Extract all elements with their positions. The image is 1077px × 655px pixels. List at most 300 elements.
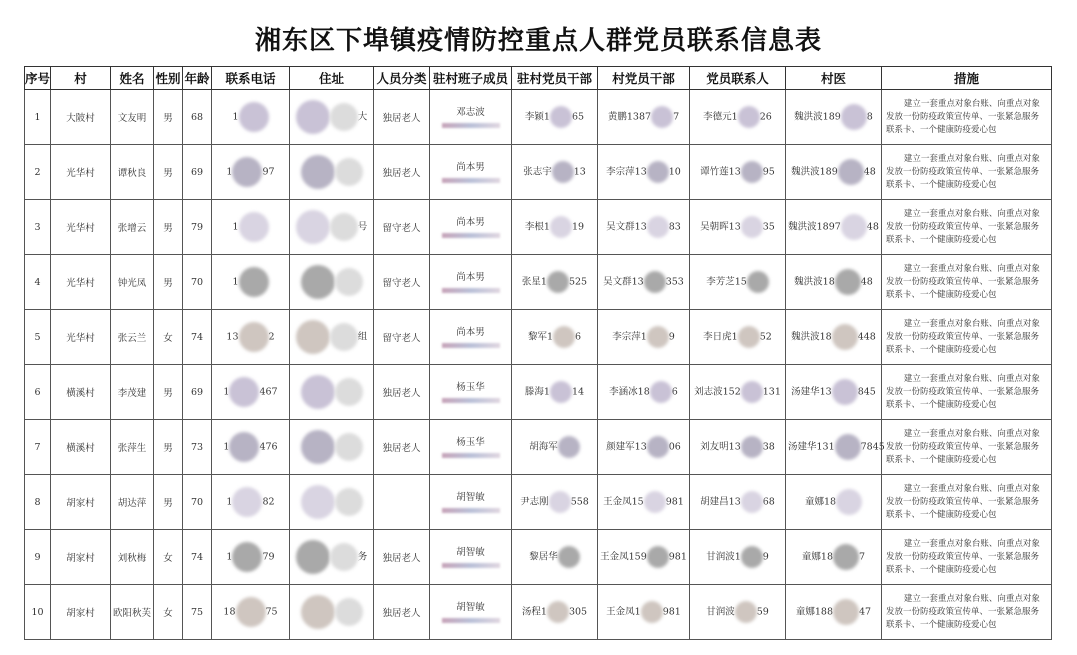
phone-suffix: 79 <box>262 551 275 563</box>
redaction-mark <box>335 378 363 406</box>
village-doctor-cell <box>786 145 882 200</box>
party-contact-cell-name: 李日虎1 <box>703 331 738 343</box>
measures-cell <box>882 365 1052 420</box>
village-party-cadre-cell-name: 黎居华 <box>529 551 558 563</box>
redaction-mark <box>558 546 580 568</box>
redaction-mark <box>647 436 669 458</box>
age-cell <box>183 585 212 640</box>
phone-suffix: 82 <box>262 496 275 508</box>
measures-cell <box>882 255 1052 310</box>
village-party-cadre-cell <box>512 365 598 420</box>
village-cell <box>51 200 111 255</box>
category-cell <box>374 200 430 255</box>
phone-cell <box>212 200 290 255</box>
row-number <box>25 365 51 420</box>
row-number-text: 8 <box>34 496 41 508</box>
row-number <box>25 145 51 200</box>
phone-prefix: 1 <box>232 221 239 233</box>
village-cadre-cell-name: 颜建军13 <box>606 441 647 453</box>
party-contact-cell <box>690 475 786 530</box>
redaction-mark <box>232 157 262 187</box>
sex-cell <box>154 585 183 640</box>
village-doctor-cell-suffix: 47 <box>859 606 872 618</box>
redaction-mark <box>547 601 569 623</box>
age-cell <box>183 365 212 420</box>
table-row <box>25 255 1052 310</box>
village-doctor-cell-name: 魏洪波189 <box>791 166 838 178</box>
redaction-mark <box>835 434 861 460</box>
village-cadre-cell-name: 黄鹏1387 <box>607 111 652 123</box>
age-cell-text: 79 <box>190 221 204 233</box>
village-party-cadre-cell-name: 张志宇 <box>523 166 552 178</box>
row-number <box>25 90 51 145</box>
column-header: 村医 <box>786 67 882 90</box>
redaction-mark <box>650 381 672 403</box>
sex-cell-text: 男 <box>163 498 173 509</box>
village-cadre-cell-suffix: 9 <box>668 331 675 343</box>
row-number-text: 2 <box>34 166 41 178</box>
party-contact-cell-suffix: 68 <box>762 496 775 508</box>
village-cadre-cell-suffix: 981 <box>668 551 687 563</box>
redaction-mark <box>442 563 500 568</box>
redaction-mark <box>550 216 572 238</box>
party-contact-cell-suffix: 95 <box>762 166 775 178</box>
redaction-mark <box>836 489 862 515</box>
village-doctor-cell-name: 魏洪波1897 <box>788 221 841 233</box>
village-party-cadre-cell-name: 李根1 <box>524 221 550 233</box>
village-doctor-cell-name: 汤建华13 <box>791 386 832 398</box>
name-cell <box>111 145 154 200</box>
village-cell <box>51 310 111 365</box>
column-header: 姓名 <box>111 67 154 90</box>
redaction-mark <box>239 267 269 297</box>
village-cell <box>51 420 111 475</box>
age-cell-text: 74 <box>190 551 204 563</box>
redaction-mark <box>552 161 574 183</box>
redaction-mark <box>644 271 666 293</box>
village-party-cadre-cell-suffix: 558 <box>570 496 589 508</box>
village-cadre-cell-name: 王金凤159 <box>600 551 647 563</box>
table-row <box>25 585 1052 640</box>
team-member-cell <box>430 365 512 420</box>
sex-cell <box>154 475 183 530</box>
redaction-mark <box>296 210 330 244</box>
village-cell <box>51 530 111 585</box>
village-doctor-cell-suffix: 845 <box>857 386 876 398</box>
redaction-mark <box>330 103 358 131</box>
village-cadre-cell-name: 吴文群13 <box>606 221 647 233</box>
sex-cell-text: 男 <box>163 443 173 454</box>
category-text: 独居老人 <box>382 113 421 124</box>
name-cell-text: 李茂建 <box>117 388 147 399</box>
village-cadre-cell-name: 李涵冰18 <box>609 386 650 398</box>
category-text: 独居老人 <box>382 443 421 454</box>
age-cell-text: 70 <box>190 496 204 508</box>
village-party-cadre-cell-name: 黎军1 <box>527 331 553 343</box>
address-cell <box>290 255 374 310</box>
name-cell-text: 文友明 <box>117 113 147 124</box>
measures-cell <box>882 200 1052 255</box>
village-party-cadre-cell-name: 胡海军 <box>529 441 558 453</box>
redaction-mark <box>301 485 335 519</box>
team-member-name: 杨玉华 <box>456 382 485 393</box>
redaction-mark <box>442 398 500 403</box>
village-cadre-cell-name: 李宗萍13 <box>606 166 647 178</box>
sex-cell-text: 男 <box>163 388 173 399</box>
village-party-cadre-cell-suffix: 305 <box>568 606 588 618</box>
phone-prefix: 13 <box>226 331 239 343</box>
redaction-mark <box>229 377 259 407</box>
party-contact-cell-suffix: 38 <box>762 441 775 453</box>
redaction-mark <box>301 430 335 464</box>
redaction-mark <box>335 433 363 461</box>
redaction-mark <box>833 544 859 570</box>
redaction-mark <box>547 271 569 293</box>
category-text: 独居老人 <box>382 553 421 564</box>
redaction-mark <box>741 491 763 513</box>
measures-text: 建立一套重点对象台账、向重点对象发放一份防疫政策宣传单、一张紧急服务联系卡、一个健康防疫爱心包 <box>886 483 1040 520</box>
phone-prefix: 1 <box>226 496 233 508</box>
village-doctor-cell-name: 童娜18 <box>804 496 837 508</box>
party-contact-cell-name: 谭竹莲13 <box>700 166 741 178</box>
category-text: 独居老人 <box>382 168 421 179</box>
village-cadre-cell-suffix: 10 <box>668 166 681 178</box>
team-member-cell <box>430 530 512 585</box>
measures-cell <box>882 585 1052 640</box>
measures-text: 建立一套重点对象台账、向重点对象发放一份防疫政策宣传单、一张紧急服务联系卡、一个健康防疫爱心包 <box>886 538 1040 575</box>
age-cell-text: 69 <box>190 166 204 178</box>
age-cell-text: 70 <box>190 276 204 288</box>
name-cell <box>111 255 154 310</box>
column-header: 性别 <box>154 67 183 90</box>
village-cell-text: 横溪村 <box>66 388 95 399</box>
name-cell-text: 谭秋良 <box>117 168 147 179</box>
column-header: 住址 <box>290 67 374 90</box>
village-party-cadre-cell <box>512 475 598 530</box>
name-cell <box>111 90 154 145</box>
team-member-cell <box>430 90 512 145</box>
team-member-cell <box>430 145 512 200</box>
village-cadre-cell-name: 吴文群13 <box>603 276 644 288</box>
category-cell <box>374 90 430 145</box>
village-party-cadre-cell <box>512 90 598 145</box>
village-doctor-cell-suffix: 48 <box>863 166 876 178</box>
address-text: 大 <box>357 111 368 123</box>
village-party-cadre-cell-suffix: 65 <box>571 111 585 123</box>
team-member-name: 胡智敏 <box>456 492 485 503</box>
village-cadre-cell <box>598 365 690 420</box>
name-cell <box>111 585 154 640</box>
village-cadre-cell-suffix: 83 <box>668 221 681 233</box>
party-contact-cell-suffix: 131 <box>762 386 781 398</box>
sex-cell-text: 男 <box>163 113 173 124</box>
redaction-mark <box>442 233 500 238</box>
measures-text: 建立一套重点对象台账、向重点对象发放一份防疫政策宣传单、一张紧急服务联系卡、一个健康防疫爱心包 <box>886 318 1040 355</box>
column-header: 序号 <box>25 67 51 90</box>
village-cadre-cell-name: 王金凤15 <box>603 496 644 508</box>
category-cell <box>374 420 430 475</box>
village-cell <box>51 90 111 145</box>
party-contact-cell-name: 李德元1 <box>703 111 738 123</box>
redaction-mark <box>841 214 867 240</box>
age-cell <box>183 420 212 475</box>
village-cell <box>51 365 111 420</box>
redaction-mark <box>232 487 262 517</box>
name-cell-text: 张萍生 <box>117 443 147 454</box>
team-member-name: 尚本男 <box>456 272 485 283</box>
redaction-mark <box>239 212 269 242</box>
row-number-text: 4 <box>34 276 41 288</box>
redaction-mark <box>741 161 763 183</box>
table-row <box>25 200 1052 255</box>
party-contact-cell <box>690 145 786 200</box>
village-cadre-cell <box>598 255 690 310</box>
phone-prefix: 1 <box>232 276 239 288</box>
redaction-mark <box>832 324 858 350</box>
party-contact-cell-name: 刘友明13 <box>700 441 741 453</box>
phone-cell <box>212 90 290 145</box>
row-number <box>25 585 51 640</box>
village-party-cadre-cell <box>512 145 598 200</box>
contact-table <box>24 66 1052 640</box>
village-doctor-cell-suffix: 48 <box>866 221 879 233</box>
phone-prefix: 1 <box>223 441 230 453</box>
redaction-mark <box>550 381 572 403</box>
redaction-mark <box>549 491 571 513</box>
team-member-name: 尚本男 <box>456 327 485 338</box>
village-doctor-cell <box>786 255 882 310</box>
name-cell <box>111 475 154 530</box>
team-member-cell <box>430 255 512 310</box>
party-contact-cell-name: 甘润波1 <box>706 551 741 563</box>
page-title: 湘东区下埠镇疫情防控重点人群党员联系信息表 <box>254 26 822 56</box>
column-header: 驻村班子成员 <box>430 67 512 90</box>
party-contact-cell-name: 甘润波 <box>706 606 735 618</box>
category-text: 留守老人 <box>382 223 421 234</box>
party-contact-cell <box>690 200 786 255</box>
redaction-mark <box>558 436 580 458</box>
redaction-mark <box>647 546 669 568</box>
party-contact-cell <box>690 90 786 145</box>
redaction-mark <box>296 540 330 574</box>
redaction-mark <box>330 543 358 571</box>
party-contact-cell <box>690 310 786 365</box>
column-header: 驻村党员干部 <box>512 67 598 90</box>
village-cell-text: 光华村 <box>66 333 95 344</box>
village-party-cadre-cell <box>512 255 598 310</box>
village-party-cadre-cell <box>512 310 598 365</box>
measures-text: 建立一套重点对象台账、向重点对象发放一份防疫政策宣传单、一张紧急服务联系卡、一个健康防疫爱心包 <box>886 263 1040 300</box>
village-party-cadre-cell <box>512 200 598 255</box>
village-cadre-cell <box>598 530 690 585</box>
redaction-mark <box>735 601 757 623</box>
redaction-mark <box>442 508 500 513</box>
village-party-cadre-cell-suffix: 13 <box>573 166 586 178</box>
village-doctor-cell-name: 汤建华131 <box>788 441 835 453</box>
team-member-name: 邓志波 <box>456 107 485 118</box>
village-party-cadre-cell <box>512 420 598 475</box>
row-number-text: 1 <box>34 111 41 123</box>
party-contact-cell <box>690 365 786 420</box>
redaction-mark <box>841 104 867 130</box>
measures-text: 建立一套重点对象台账、向重点对象发放一份防疫政策宣传单、一张紧急服务联系卡、一个健康防疫爱心包 <box>886 208 1040 245</box>
village-party-cadre-cell-name: 汤程1 <box>521 606 547 618</box>
village-cell-text: 横溪村 <box>66 443 95 454</box>
village-party-cadre-cell <box>512 585 598 640</box>
age-cell <box>183 255 212 310</box>
redaction-mark <box>442 123 500 128</box>
row-number-text: 9 <box>34 551 41 563</box>
redaction-mark <box>335 158 363 186</box>
village-cadre-cell-suffix: 06 <box>668 441 681 453</box>
village-doctor-cell <box>786 310 882 365</box>
phone-suffix: 476 <box>259 441 278 453</box>
table-row <box>25 365 1052 420</box>
measures-text: 建立一套重点对象台账、向重点对象发放一份防疫政策宣传单、一张紧急服务联系卡、一个健康防疫爱心包 <box>886 373 1040 410</box>
age-cell <box>183 530 212 585</box>
sex-cell <box>154 530 183 585</box>
measures-cell <box>882 145 1052 200</box>
column-header: 村党员干部 <box>598 67 690 90</box>
redaction-mark <box>442 618 500 623</box>
category-text: 留守老人 <box>382 278 421 289</box>
redaction-mark <box>738 106 760 128</box>
table-row <box>25 420 1052 475</box>
redaction-mark <box>229 432 259 462</box>
redaction-mark <box>239 102 269 132</box>
address-cell <box>290 145 374 200</box>
village-cell-text: 大陂村 <box>66 113 95 124</box>
measures-cell <box>882 310 1052 365</box>
party-contact-cell <box>690 255 786 310</box>
row-number <box>25 310 51 365</box>
sex-cell-text: 女 <box>163 553 173 564</box>
team-member-name: 胡智敏 <box>456 547 485 558</box>
category-cell <box>374 310 430 365</box>
category-cell <box>374 145 430 200</box>
phone-prefix: 1 <box>223 386 230 398</box>
village-cadre-cell <box>598 420 690 475</box>
row-number-text: 3 <box>34 221 41 233</box>
village-party-cadre-cell-name: 李颖1 <box>524 111 550 123</box>
village-doctor-cell <box>786 530 882 585</box>
name-cell <box>111 530 154 585</box>
address-text: 务 <box>357 551 368 563</box>
redaction-mark <box>550 106 572 128</box>
redaction-mark <box>641 601 663 623</box>
age-cell <box>183 200 212 255</box>
redaction-mark <box>442 178 500 183</box>
party-contact-cell <box>690 530 786 585</box>
village-cadre-cell-suffix: 981 <box>662 606 681 618</box>
village-cell-text: 胡家村 <box>66 498 95 509</box>
phone-suffix: 75 <box>265 606 278 618</box>
redaction-mark <box>738 326 760 348</box>
row-number <box>25 255 51 310</box>
name-cell <box>111 310 154 365</box>
redaction-mark <box>301 595 335 629</box>
sex-cell <box>154 365 183 420</box>
redaction-mark <box>832 379 858 405</box>
village-cadre-cell <box>598 475 690 530</box>
address-cell <box>290 90 374 145</box>
village-party-cadre-cell-name: 滕海1 <box>524 386 550 398</box>
redaction-mark <box>833 599 859 625</box>
village-cell-text: 胡家村 <box>66 553 95 564</box>
village-party-cadre-cell-suffix: 525 <box>568 276 588 288</box>
village-doctor-cell-suffix: 448 <box>857 331 876 343</box>
sex-cell-text: 女 <box>163 608 173 619</box>
village-doctor-cell-name: 魏洪波18 <box>791 331 832 343</box>
village-cadre-cell <box>598 145 690 200</box>
age-cell-text: 68 <box>190 111 204 123</box>
column-header: 措施 <box>882 67 1052 90</box>
redaction-mark <box>335 268 363 296</box>
redaction-mark <box>741 216 763 238</box>
party-contact-cell-suffix: 26 <box>759 111 772 123</box>
redaction-mark <box>442 288 500 293</box>
column-header: 人员分类 <box>374 67 430 90</box>
measures-text: 建立一套重点对象台账、向重点对象发放一份防疫政策宣传单、一张紧急服务联系卡、一个健康防疫爱心包 <box>886 98 1040 135</box>
phone-suffix: 2 <box>268 331 275 343</box>
redaction-mark <box>296 320 330 354</box>
village-doctor-cell-name: 魏洪波18 <box>794 276 835 288</box>
sex-cell-text: 男 <box>163 168 173 179</box>
team-member-cell <box>430 420 512 475</box>
phone-prefix: 1 <box>226 166 233 178</box>
age-cell-text: 75 <box>190 606 204 618</box>
phone-suffix: 97 <box>262 166 275 178</box>
age-cell-text: 74 <box>190 331 204 343</box>
redaction-mark <box>232 542 262 572</box>
party-contact-cell-name: 胡建昌13 <box>700 496 741 508</box>
village-doctor-cell <box>786 585 882 640</box>
village-cadre-cell-suffix: 353 <box>665 276 684 288</box>
village-doctor-cell-name: 魏洪波189 <box>794 111 841 123</box>
table-row <box>25 310 1052 365</box>
age-cell-text: 73 <box>190 441 204 453</box>
redaction-mark <box>335 598 363 626</box>
address-cell <box>290 530 374 585</box>
category-cell <box>374 530 430 585</box>
party-contact-cell-name: 吴朝晖13 <box>700 221 741 233</box>
redaction-mark <box>442 343 500 348</box>
redaction-mark <box>644 491 666 513</box>
address-cell <box>290 365 374 420</box>
row-number <box>25 475 51 530</box>
name-cell <box>111 365 154 420</box>
village-cell <box>51 145 111 200</box>
village-cadre-cell-name: 王金凤1 <box>606 606 641 618</box>
redaction-mark <box>647 161 669 183</box>
column-header: 村 <box>51 67 111 90</box>
team-member-name: 尚本男 <box>456 162 485 173</box>
redaction-mark <box>335 488 363 516</box>
measures-text: 建立一套重点对象台账、向重点对象发放一份防疫政策宣传单、一张紧急服务联系卡、一个健康防疫爱心包 <box>886 153 1040 190</box>
redaction-mark <box>236 597 266 627</box>
redaction-mark <box>741 436 763 458</box>
age-cell <box>183 310 212 365</box>
address-cell <box>290 420 374 475</box>
table-row <box>25 90 1052 145</box>
party-contact-cell-name: 李芳芝15 <box>706 276 747 288</box>
phone-prefix: 1 <box>232 111 239 123</box>
phone-cell <box>212 255 290 310</box>
redaction-mark <box>835 269 861 295</box>
age-cell <box>183 145 212 200</box>
phone-prefix: 18 <box>223 606 236 618</box>
category-text: 独居老人 <box>382 388 421 399</box>
